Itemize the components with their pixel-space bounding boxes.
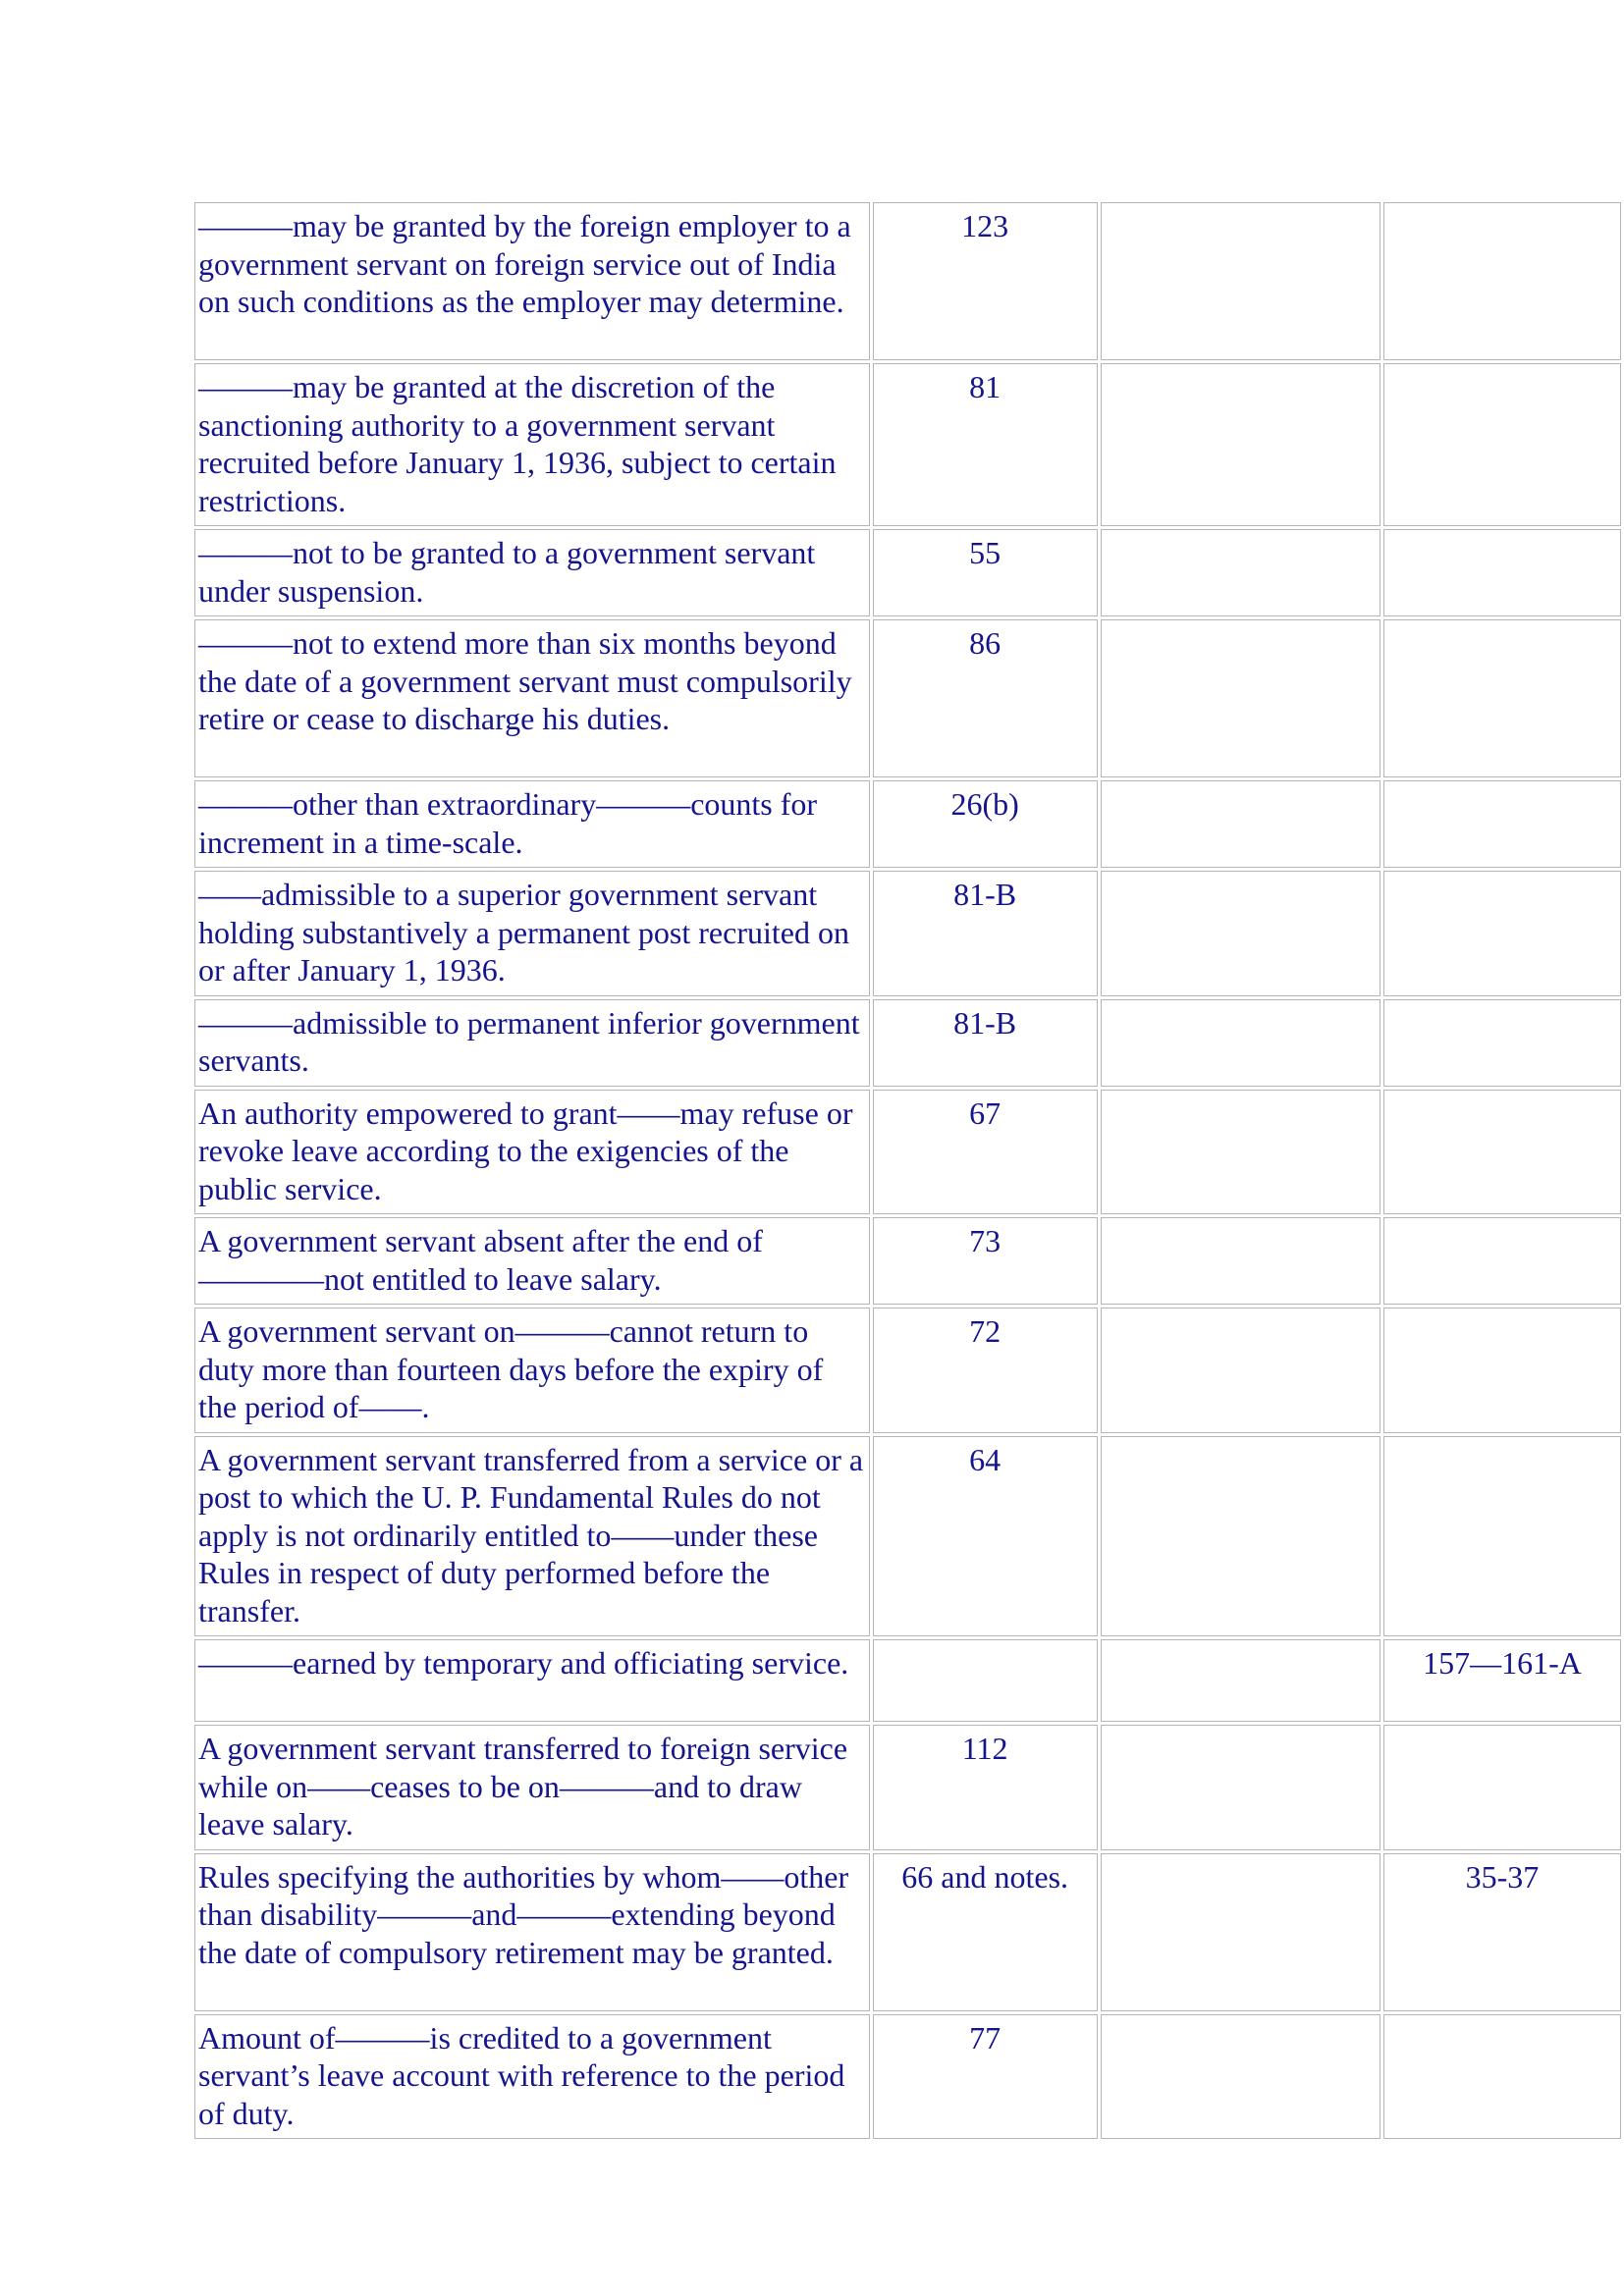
sr-reference-cell (1101, 780, 1380, 868)
sr-reference-cell (1101, 2014, 1380, 2140)
table-row (194, 1436, 1621, 1637)
table-row (194, 1308, 1621, 1433)
other-reference-cell (1383, 1090, 1621, 1215)
sr-reference-cell (1101, 871, 1380, 996)
entry-cell: An authority empowered to grant——may refuse or revoke leave according to the exigencies of the public service. (194, 1090, 870, 1215)
other-reference-cell (1383, 1725, 1621, 1850)
fr-reference-cell (873, 1639, 1098, 1722)
other-reference-cell (1383, 529, 1621, 616)
fr-reference-cell: 72 (873, 1308, 1098, 1433)
entry-cell: Rules specifying the authorities by whom——other than disability———and———extending beyond the date of compulsory retirement may be granted. (194, 1853, 870, 2011)
fr-reference-cell: 67 (873, 1090, 1098, 1215)
sr-reference-cell (1101, 1853, 1380, 2011)
fr-reference-cell: 55 (873, 529, 1098, 616)
fr-reference-cell: 73 (873, 1217, 1098, 1305)
table-body (194, 202, 1621, 2139)
entry-cell: Amount of———is credited to a government servant’s leave account with reference to the period of duty. (194, 2014, 870, 2140)
entry-cell: ———admissible to permanent inferior government servants. (194, 999, 870, 1087)
sr-reference-cell (1101, 619, 1380, 777)
other-reference-cell: 157—161-A (1383, 1639, 1621, 1722)
fr-reference-cell: 26(b) (873, 780, 1098, 868)
other-reference-cell (1383, 999, 1621, 1087)
other-reference-cell (1383, 619, 1621, 777)
sr-reference-cell (1101, 529, 1380, 616)
table-row (194, 1853, 1621, 2011)
entry-cell: A government servant transferred from a service or a post to which the U. P. Fundamental Rules do not apply is not ordinarily entitled to——under these Rules in respect of duty performed before the transfer. (194, 1436, 870, 1637)
other-reference-cell (1383, 202, 1621, 360)
fr-reference-cell: 64 (873, 1436, 1098, 1637)
fr-reference-cell: 86 (873, 619, 1098, 777)
sr-reference-cell (1101, 1217, 1380, 1305)
table-row (194, 871, 1621, 996)
fr-reference-cell: 81-B (873, 999, 1098, 1087)
table-row (194, 363, 1621, 526)
entry-cell: A government servant absent after the end of————not entitled to leave salary. (194, 1217, 870, 1305)
other-reference-cell (1383, 780, 1621, 868)
sr-reference-cell (1101, 363, 1380, 526)
sr-reference-cell (1101, 1725, 1380, 1850)
fr-reference-cell: 77 (873, 2014, 1098, 2140)
sr-reference-cell (1101, 1639, 1380, 1722)
table-row (194, 1725, 1621, 1850)
entry-cell: ———may be granted by the foreign employer to a government servant on foreign service out of India on such conditions as the employer may determine. (194, 202, 870, 360)
sr-reference-cell (1101, 1308, 1380, 1433)
entry-cell: ———not to extend more than six months beyond the date of a government servant must compulsorily retire or cease to discharge his duties. (194, 619, 870, 777)
fr-reference-cell: 123 (873, 202, 1098, 360)
other-reference-cell: 35-37 (1383, 1853, 1621, 2011)
fr-reference-cell: 112 (873, 1725, 1098, 1850)
table-row (194, 999, 1621, 1087)
other-reference-cell (1383, 363, 1621, 526)
sr-reference-cell (1101, 1090, 1380, 1215)
entry-cell: ———other than extraordinary———counts for increment in a time-scale. (194, 780, 870, 868)
table-row (194, 529, 1621, 616)
entry-cell: ———may be granted at the discretion of the sanctioning authority to a government servant recruited before January 1, 1936, subject to certain restrictions. (194, 363, 870, 526)
other-reference-cell (1383, 871, 1621, 996)
table-row (194, 619, 1621, 777)
index-table (191, 199, 1624, 2142)
fr-reference-cell: 66 and notes. (873, 1853, 1098, 2011)
table-row (194, 780, 1621, 868)
fr-reference-cell: 81-B (873, 871, 1098, 996)
sr-reference-cell (1101, 202, 1380, 360)
table-row (194, 1090, 1621, 1215)
other-reference-cell (1383, 2014, 1621, 2140)
table-row (194, 1639, 1621, 1722)
table-row (194, 202, 1621, 360)
table-row (194, 2014, 1621, 2140)
other-reference-cell (1383, 1308, 1621, 1433)
entry-cell: ———earned by temporary and officiating service. (194, 1639, 870, 1722)
other-reference-cell (1383, 1436, 1621, 1637)
sr-reference-cell (1101, 1436, 1380, 1637)
fr-reference-cell: 81 (873, 363, 1098, 526)
table-row (194, 1217, 1621, 1305)
sr-reference-cell (1101, 999, 1380, 1087)
entry-cell: A government servant transferred to foreign service while on——ceases to be on———and to draw leave salary. (194, 1725, 870, 1850)
entry-cell: ——admissible to a superior government servant holding substantively a permanent post recruited on or after January 1, 1936. (194, 871, 870, 996)
entry-cell: ———not to be granted to a government servant under suspension. (194, 529, 870, 616)
entry-cell: A government servant on———cannot return to duty more than fourteen days before the expiry of the period of——. (194, 1308, 870, 1433)
other-reference-cell (1383, 1217, 1621, 1305)
